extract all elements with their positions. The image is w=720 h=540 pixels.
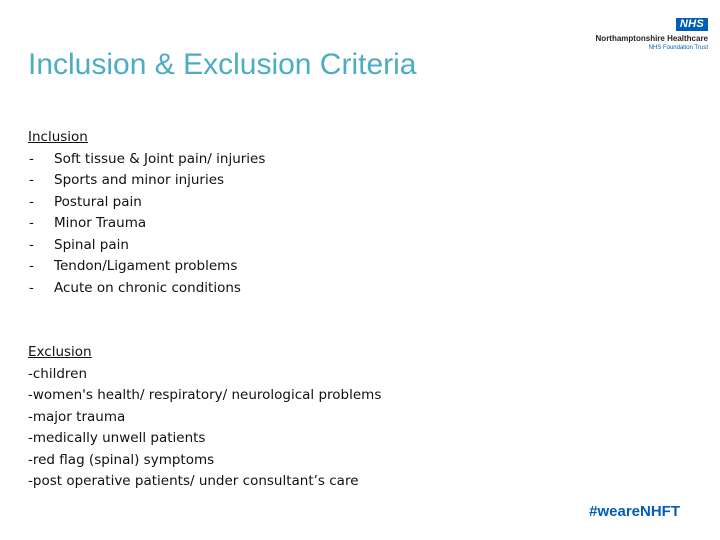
list-item: -children [28,365,88,382]
list-item [28,170,265,192]
list-item: -major trauma [28,408,126,425]
bullet-dash: - [29,258,34,274]
nhs-trust-logo [568,14,708,52]
list-item [28,278,265,300]
list-item-text: Soft tissue & Joint pain/ injuries [54,150,266,167]
list-item: -red flag (spinal) symptoms [28,451,215,468]
list-item-text: Spinal pain [54,236,129,253]
list-item [28,192,265,214]
list-item-text: Minor Trauma [54,215,147,231]
bullet-dash: - [29,150,34,167]
bullet-dash: - [29,172,34,188]
trust-name: Northamptonshire Healthcare [595,34,708,43]
inclusion-list [28,149,265,300]
list-item-text: Sports and minor injuries [54,172,225,188]
list-item-text: Acute on chronic conditions [54,279,241,296]
exclusion-section [28,342,381,493]
list-item-text: Tendon/Ligament problems [54,258,238,274]
list-item: -medically unwell patients [28,430,206,446]
exclusion-heading: Exclusion [28,344,92,360]
bullet-dash: - [29,193,34,210]
list-item [28,235,265,257]
list-item: -post operative patients/ under consultant’s care [28,473,359,489]
bullet-dash: - [29,279,34,296]
list-item [28,256,265,278]
exclusion-list [28,364,381,493]
list-item [28,213,265,235]
inclusion-heading: Inclusion [28,129,88,145]
page-title: Inclusion & Exclusion Criteria [28,48,417,81]
hashtag-footer: #weareNHFT [589,503,680,520]
nhs-badge: NHS [676,18,708,31]
bullet-dash: - [29,236,34,253]
trust-subtitle: NHS Foundation Trust [648,45,708,51]
inclusion-section [28,127,265,299]
bullet-dash: - [29,215,34,231]
list-item: -women's health/ respiratory/ neurological problems [28,387,382,403]
list-item-text: Postural pain [54,193,142,210]
list-item [28,149,265,171]
